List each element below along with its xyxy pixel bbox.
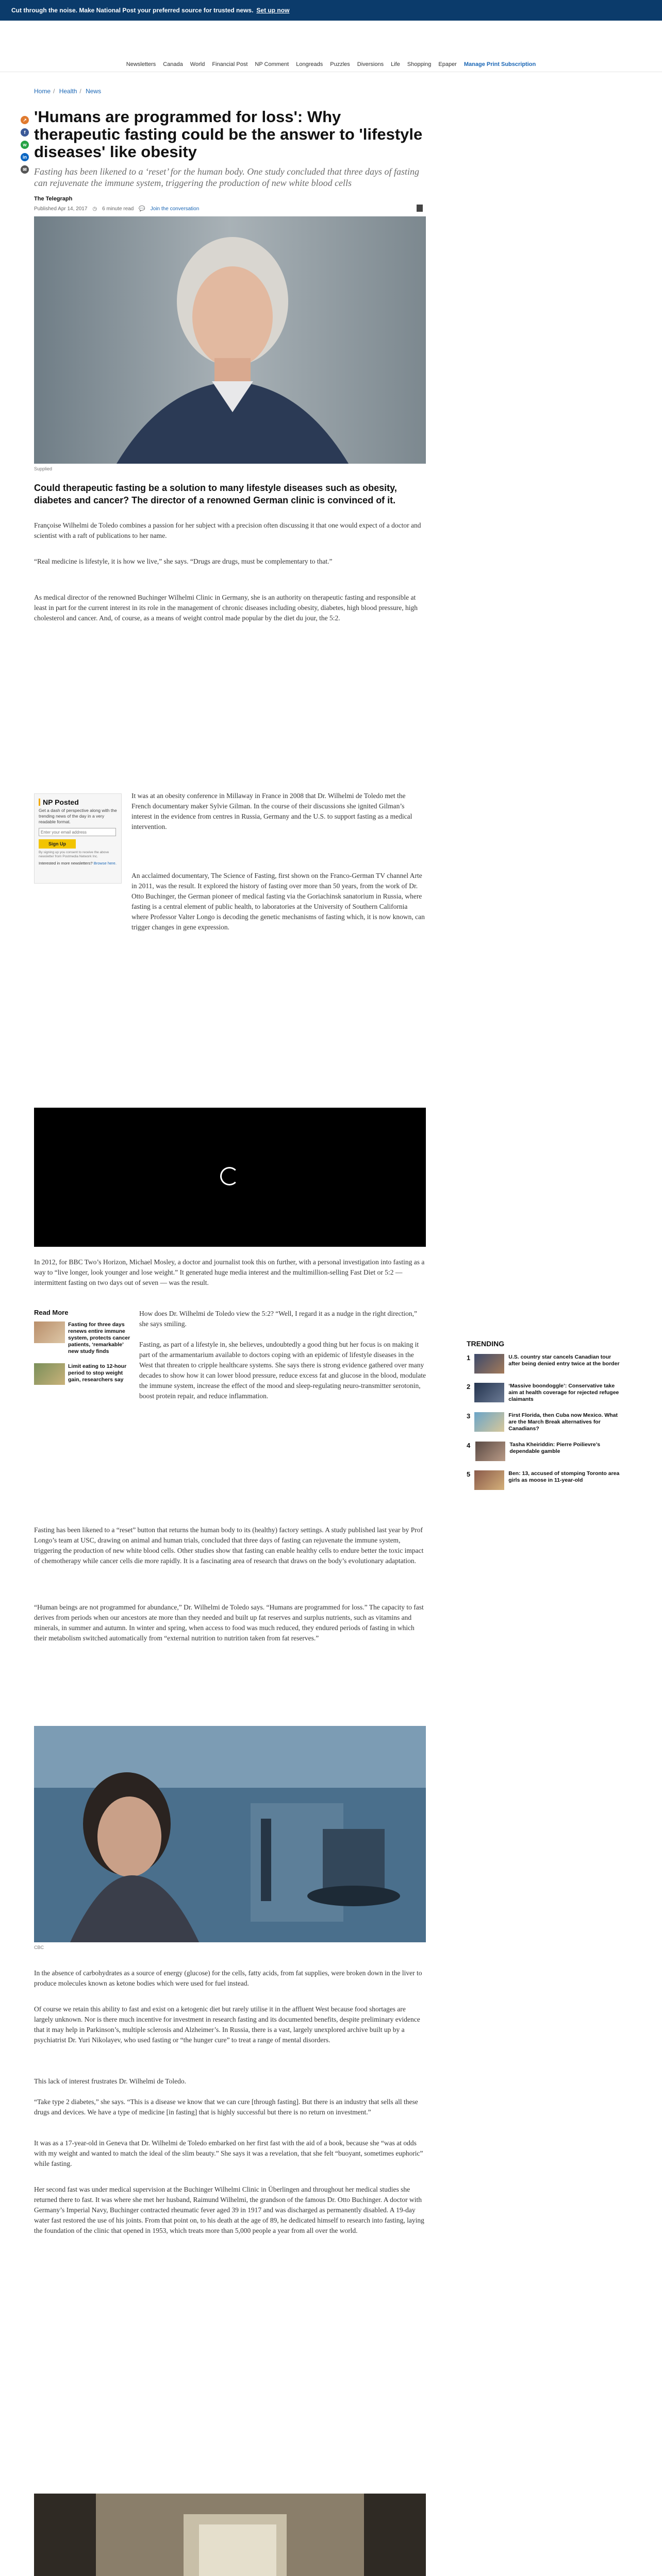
article-title: 'Humans are programmed for loss': Why therapeutic fasting could be the answer to 'lifestyle diseases' like obesity <box>34 108 423 161</box>
newsletter-title: NP Posted <box>43 798 79 806</box>
paragraph: An acclaimed documentary, The Science of Fasting, first shown on the Franco-German TV channel Arte in 2011, was the result. It explored the history of fasting over more than 50 years, from the work of Dr. Otto Buchinger, the German pioneer of medical fasting via the Goriachinsk sanatorium in Russia, where fasting is a central element of public health, to laboratories at the University of Southern California where Professor Valter Longo is decoding the genetic mechanisms of fasting which, it is now known, can trigger changes in gene expression. <box>131 872 425 931</box>
trending-thumbnail <box>474 1354 504 1374</box>
paragraph: Françoise Wilhelmi de Toledo combines a passion for her subject with a precision often discussing it that one would expect of a doctor and scientist with a raft of publications to her name. <box>34 521 421 539</box>
paragraph: “Real medicine is lifestyle, it is how we live,” she says. “Drugs are drugs, must be complementary to that.” <box>34 557 333 565</box>
trending-item[interactable]: 4 Tasha Kheiriddin: Pierre Poilievre’s dependable gamble <box>467 1442 621 1461</box>
nav-item-epaper[interactable]: Epaper <box>438 61 457 67</box>
paragraph: As medical director of the renowned Buchinger Wilhelmi Clinic in Germany, she is an authority on therapeutic fasting and responsible at least in part for the current interest in its role in the management of chronic diseases including obesity, diabetes, high blood pressure, high cholesterol and cancer. And, of course, as a means of weight control made popular by the diet du jour, the 5:2. <box>34 594 418 622</box>
newsletter-signup <box>34 793 122 884</box>
nav-item-np-comment[interactable]: NP Comment <box>255 61 289 67</box>
browse-newsletters-link[interactable]: Browse here. <box>93 861 117 866</box>
paragraph: It was as a 17-year-old in Geneva that Dr. Wilhelmi de Toledo embarked on her first fast with the aid of a book, because she “was at odds with my weight and wanted to match the ideal of the slim beauty.” She says it was a revelation, that she felt “buoyant, sometimes euphoric” while fasting. <box>34 2139 423 2167</box>
trending-heading: TRENDING <box>467 1340 505 1348</box>
read-more-thumbnail <box>34 1363 65 1385</box>
top-banner <box>0 0 662 21</box>
breadcrumb-news[interactable]: News <box>86 88 102 95</box>
published-date: Published Apr 14, 2017 <box>34 206 88 212</box>
bookmark-icon[interactable] <box>417 205 423 212</box>
share-icon[interactable]: ↗ <box>21 116 29 124</box>
share-buttons <box>21 116 29 174</box>
article-meta <box>34 206 426 212</box>
trending-item[interactable]: 2 ‘Massive boondoggle’: Conservative take aim at health coverage for rejected refugee claimants <box>467 1383 619 1402</box>
nav-item-diversions[interactable]: Diversions <box>357 61 384 67</box>
nav-item-shopping[interactable]: Shopping <box>407 61 432 67</box>
breadcrumb-health[interactable]: Health <box>59 88 77 95</box>
breadcrumb: Home / Health / News <box>34 88 102 95</box>
sign-up-button[interactable]: Sign Up <box>39 839 76 849</box>
linkedin-icon[interactable]: in <box>21 153 29 161</box>
trending-thumbnail <box>475 1442 505 1461</box>
scientist-photo <box>34 1726 426 1942</box>
paragraph: How does Dr. Wilhelmi de Toledo view the 5:2? “Well, I regard it as a nudge in the right direction,” she says smiling. <box>139 1310 418 1328</box>
newsletter-consent: By signing up you consent to receive the above newsletter from Postmedia Network Inc. <box>39 851 109 858</box>
trending-thumbnail <box>474 1412 504 1432</box>
read-time: 6 minute read <box>102 206 134 212</box>
paragraph: In 2012, for BBC Two’s Horizon, Michael Mosley, a doctor and journalist took this on further, with a personal investigation into fasting as a way to “live longer, look younger and lose weight.” It generated huge media interest and the multimillion-selling Fast Diet or 5:2 — intermittent fasting on two days out of seven — was the result. <box>34 1258 425 1286</box>
paragraph: Fasting has been likened to a “reset” button that returns the human body to its (healthy) factory settings. A study published last year by Prof Longo’s team at USC, drawing on animal and human trials, concluded that three days of fasting can rejuvenate the immune system, triggering the production of new white blood cells. Other studies show that fasting can enable healthy cells to endure better the toxic impact of chemotherapy while cancer cells die more rapidly. It is a fascinating area of research that draws on the body’s evolutionary adaptation. <box>34 1526 424 1565</box>
nav-item-life[interactable]: Life <box>391 61 400 67</box>
nav-item-puzzles[interactable]: Puzzles <box>330 61 350 67</box>
read-more-item[interactable]: Fasting for three days renews entire immune system, protects cancer patients, ‘remarkable’ new study finds <box>34 1321 132 1355</box>
nav-item-newsletters[interactable]: Newsletters <box>126 61 156 67</box>
paragraph: Of course we retain this ability to fast and exist on a ketogenic diet but rarely utilise it in the affluent West because food shortages are largely unknown. Nor is there much incentive for investment in research fasting and its documented benefits, despite preliminary evidence that it may help in Parkinson’s, multiple sclerosis and Alzheimer’s. In Russia, there is a vast, largely unexplored archive built up by a psychiatrist Dr. Yuri Nikolayev, who used fasting or “the hunger cure” to treat a range of mental disorders. <box>34 2005 420 2044</box>
hero-caption: Supplied <box>34 466 53 471</box>
comment-icon: 💬 <box>139 206 145 212</box>
trending-item[interactable]: 1 U.S. country star cancels Canadian tour after being denied entry twice at the border <box>467 1354 621 1374</box>
paragraph: “Take type 2 diabetes,” she says. “This is a disease we know that we can cure [through fasting]. But there is an industry that sells all these drugs and devices. We have a type of medicine [in fasting] that is highly successful but there is no return on investment.” <box>34 2098 418 2116</box>
paragraph: In the absence of carbohydrates as a source of energy (glucose) for the cells, fatty acids, from fat supplies, were broken down in the liver to produce molecules known as ketone bodies which were used for fuel instead. <box>34 1969 422 1987</box>
paragraph: Fasting, as part of a lifestyle in, she believes, undoubtedly a good thing but her focus is on making it part of the armamentarium available to doctors coping with an epidemic of lifestyle diseases in the West that threaten to cripple healthcare systems. She says there is strong evidence gathered over many decades to show how it can lower blood pressure, reduce excess fat and glucose in the blood, modulate the immune system, increase the effect of the mood and sleep-regulating neuro-transmitter serotonin, boost protein repair, and reduce inflammation. <box>139 1341 426 1400</box>
article-lede: Could therapeutic fasting be a solution to many lifestyle diseases such as obesity, diabetes and cancer? The director of a renowned German clinic is convinced of it. <box>34 483 397 505</box>
paragraph: Her second fast was under medical supervision at the Buchinger Wilhelmi Clinic in Überlingen and throughout her medical studies she returned there to fast. It was where she met her husband, Raimund Wilhelmi, the grandson of the famous Dr. Otto Buchinger. A doctor with Germany’s Imperial Navy, Buchinger contracted rheumatic fever aged 39 in 1917 and was discharged as permanently disabled. A 19-day water fast restored the use of his joints. From that point on, to his death at the age of 89, he dedicated himself to research into fasting, laying the foundation of the clinic that opened in 1953, which treats more than 5,000 people a year from all over the world. <box>34 2185 424 2234</box>
clock-icon: ◷ <box>92 206 97 212</box>
trending-sidebar <box>467 1340 621 1499</box>
email-field[interactable] <box>39 828 116 836</box>
email-icon[interactable]: ✉ <box>21 165 29 174</box>
paragraph: This lack of interest frustrates Dr. Wilhelmi de Toledo. <box>34 2077 186 2085</box>
clinic-photo <box>34 2494 426 2576</box>
nav-item-canada[interactable]: Canada <box>163 61 183 67</box>
whatsapp-icon[interactable]: w <box>21 141 29 149</box>
main-nav <box>0 57 662 72</box>
read-more <box>34 1309 132 1393</box>
hero-image <box>34 216 426 464</box>
read-more-item[interactable]: Limit eating to 12-hour period to stop weight gain, researchers say <box>34 1363 132 1385</box>
breadcrumb-home[interactable]: Home <box>34 88 51 95</box>
trending-item[interactable]: 5 Ben: 13, accused of stomping Toronto area girls as moose in 11-year-old <box>467 1470 621 1490</box>
nav-item-longreads[interactable]: Longreads <box>296 61 323 67</box>
read-more-heading: Read More <box>34 1309 69 1316</box>
facebook-icon[interactable]: f <box>21 128 29 137</box>
article-dek: Fasting has been likened to a ‘reset’ for the human body. One study concluded that three days of fasting can rejuvenate the immune system, triggering the production of new white blood cells <box>34 166 420 188</box>
video-player[interactable] <box>34 1108 426 1247</box>
author-name[interactable]: The Telegraph <box>34 196 73 202</box>
paragraph: It was at an obesity conference in Millaway in France in 2008 that Dr. Wilhelmi de Toledo met the French documentary maker Sylvie Gilman. In the course of their discussions she ignited Gilman’s interest in the evidence from centres in Russia, Germany and the U.S. to support fasting as a medical intervention. <box>131 792 412 831</box>
trending-item[interactable]: 3 First Florida, then Cuba now Mexico. What are the March Break alternatives for Canadians? <box>467 1412 618 1432</box>
comments-link[interactable]: Join the conversation <box>150 206 200 212</box>
byline <box>34 196 426 202</box>
trending-thumbnail <box>474 1383 504 1402</box>
trending-thumbnail <box>474 1470 504 1490</box>
nav-item-financial-post[interactable]: Financial Post <box>212 61 248 67</box>
read-more-thumbnail <box>34 1321 65 1343</box>
loading-spinner-icon <box>220 1167 239 1185</box>
newsletter-text: Get a dash of perspective along with the trending news of the day in a very readable format. <box>39 808 117 824</box>
banner-link[interactable]: Set up now <box>256 7 290 14</box>
newsletter-more: Interested in more newsletters? Browse here. <box>39 861 117 866</box>
photo-caption: CBC <box>34 1945 44 1950</box>
banner-text: Cut through the noise. Make National Post your preferred source for trusted news. <box>11 7 254 14</box>
nav-item-world[interactable]: World <box>190 61 205 67</box>
paragraph: “Human beings are not programmed for abundance,” Dr. Wilhelmi de Toledo says. “Humans are programmed for loss.” The capacity to fast derives from periods when our ancestors ate more than they needed and built up fat reserves and surplus nutrients, such as vitamins and minerals, in summer and autumn. In winter and spring, when access to food was much reduced, they endured periods of fasting in which their metabolism switched automatically from “external nutrition to nutrition taken from fat reserves.” <box>34 1603 424 1642</box>
nav-manage-subscription[interactable]: Manage Print Subscription <box>464 61 536 67</box>
